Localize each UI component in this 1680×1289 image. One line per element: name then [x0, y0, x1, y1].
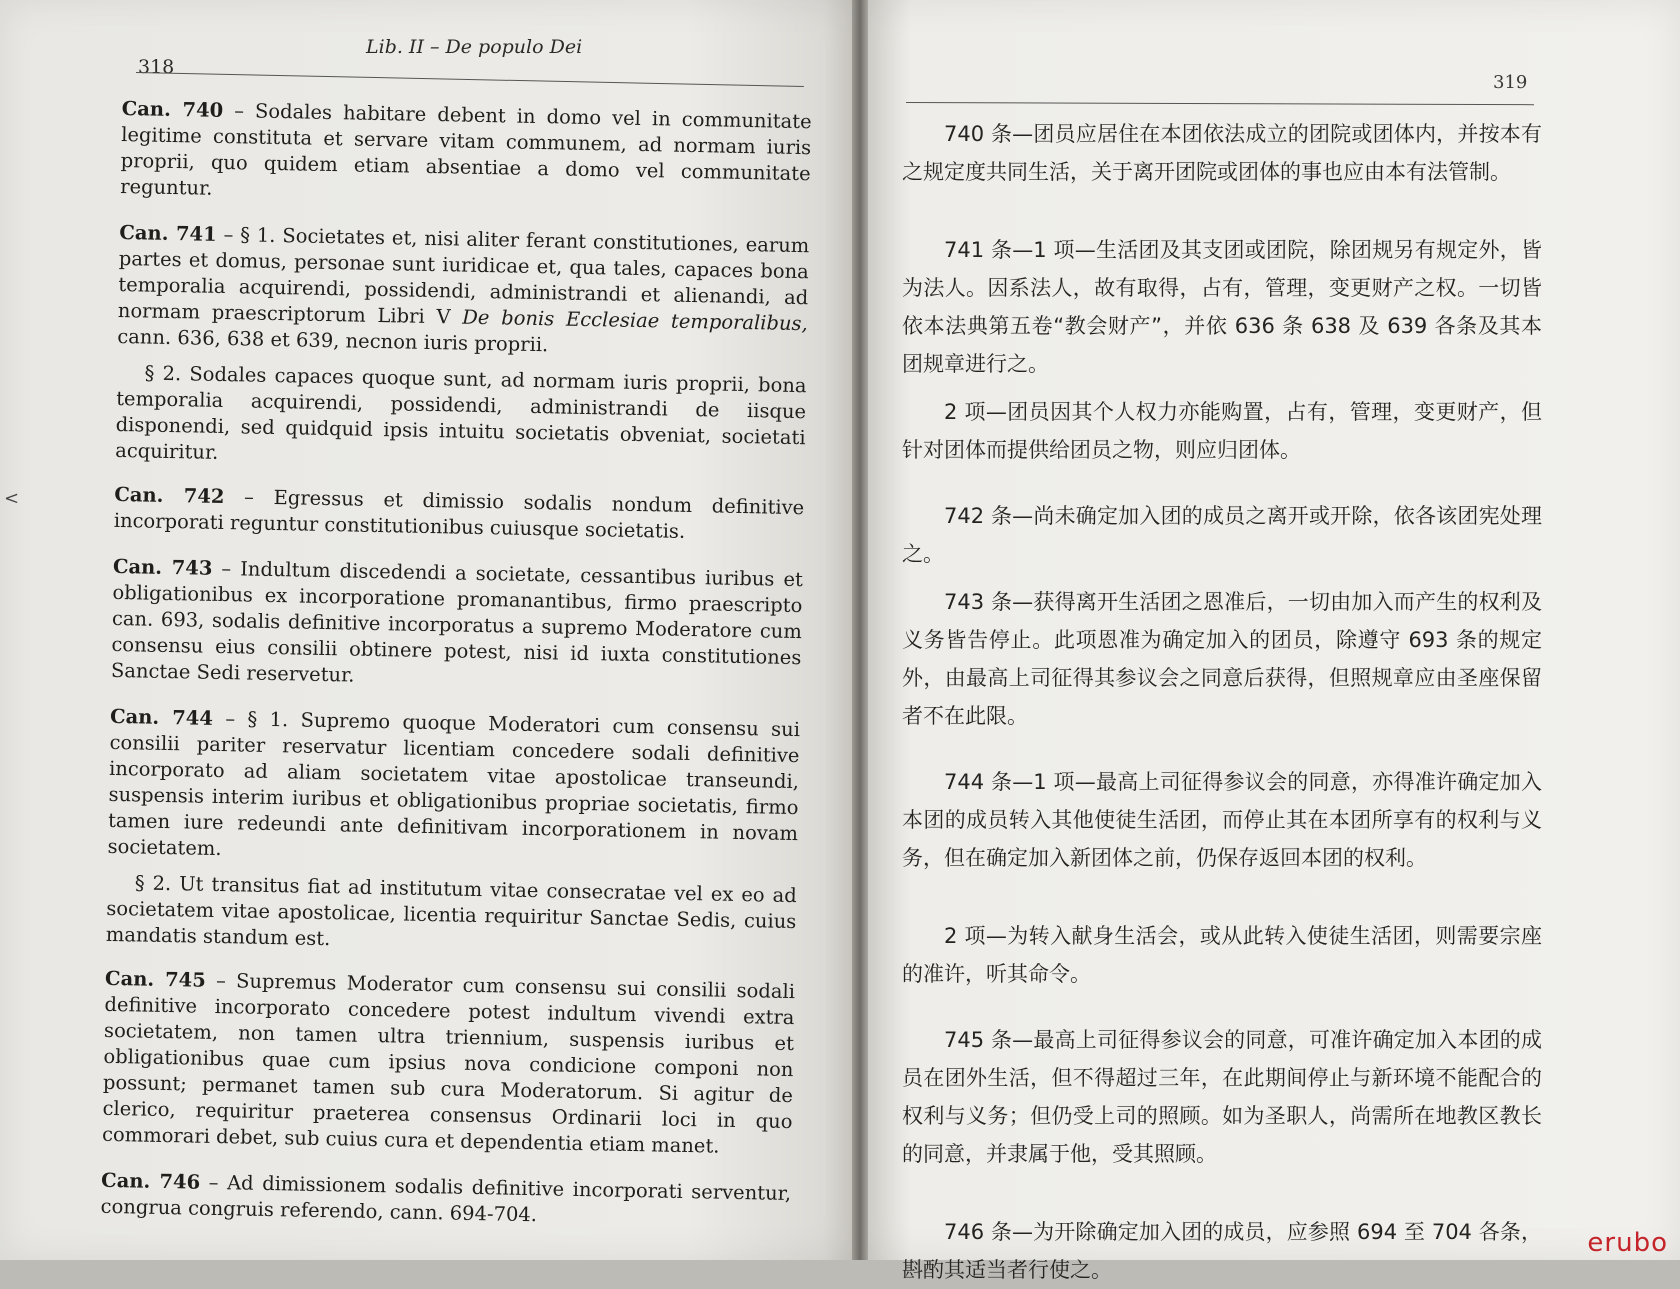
paragraph-743: 743 条—获得离开生活团之恩准后，一切由加入而产生的权利及义务皆告停止。此项恩准为确定加入的团员，除遵守 693 条的规定外，由最高上司征得其参议会之同意后获得，但照规章应由圣座保留者不在此限。 — [902, 590, 1542, 728]
canon-label: Can. 746 — [100, 1168, 201, 1194]
canon-740 — [120, 96, 812, 213]
canon-741 — [117, 220, 809, 363]
paragraph-741-2: 2 项—团员因其个人权力亦能购置，占有，管理，变更财产，但针对团体而提供给团员之物，则应归团体。 — [902, 400, 1542, 462]
latin-text-block — [100, 96, 812, 1253]
paragraph-744-2: 2 项—为转入献身生活会，或从此转入使徒生活团，则需要宗座的准许，听其命令。 — [902, 924, 1542, 986]
canon-text-tail: cann. 636, 638 et 639, necnon iuris proprii. — [117, 324, 549, 357]
canon-text: – Ad dimissionem sodalis definitive incorporati serventur, congrua congruis referendo, cann. 694-704. — [100, 1170, 792, 1227]
canon-label: Can. 740 — [121, 96, 224, 122]
canon-text: – Sodales habitare debent in domo vel in communitate legitime constituta et servare vitam communem, ad normam iuris proprii, quo quidem etiam absentiae a domo vel communitate reguntur. — [120, 98, 812, 200]
canon-label: Can. 744 — [109, 704, 214, 730]
canon-text: – Supremus Moderator cum consensu sui consilii sodali definitive incorporato concedere potest indultum vivendi extra societatem, non tamen ultra triennium, suspensis iuribus et obligationibus quae cum ipsius nova condicione componi non possunt; permanet tamen sub cura Moderatorum. Si agitur de clerico, requiritur praeterea consensus Ordinarii loci in quo commorari debet, sub cuius cura et dependentia etiam manet. — [101, 968, 796, 1158]
canon-741-para-2: § 2. Sodales capaces quoque sunt, ad normam iuris proprii, bona temporalia acquirendi, possidendi, administrandi de iisque disponendi, sed quidquid ipsis intuitu societatis obveniat, societati acquiritur. — [114, 361, 807, 464]
canon-text: – § 1. Societates et, nisi aliter ferant constitutiones, earum partes et domus, personae sunt iuridicae et, qua tales, capaces bona temporalia acquirendi, possidendi, administrandi et alienandi, ad normam praescriptorum Libri V — [117, 222, 810, 329]
canon-text: – Egressus et dimissio sodalis nondum definitive incorporati reguntur constitutionibus cuiusque societatis. — [113, 485, 805, 543]
margin-mark: < — [4, 488, 20, 509]
canon-text: – § 1. Supremo quoque Moderatori cum consensu sui consilii pariter reservatur licentiam concedere sodali definitive incorporato ad aliam societatem vitae apostolicae transeundi, suspensis interim iuribus et obligationibus propriae societatis, firmo tamen iure redeundi ante definitivam incorporationem in novam societatem. — [107, 706, 801, 861]
paragraph-740: 740 条—团员应居住在本团依法成立的团院或团体内，并按本有之规定度共同生活，关于离开团院或团体的事也应由本有法管制。 — [902, 122, 1542, 184]
canon-742 — [114, 482, 805, 547]
running-title: Lib. II – De populo Dei — [366, 36, 583, 58]
canon-text: – Indultum discedendi a societate, cessantibus iuribus et obligationibus ex incorporatione promanantibus, firmo praescripto can. 693, sodalis definitive incorporatus a supremo Moderatore cum consensu eius consilii obtinere potest, nisi id iuxta constitutiones Sanctae Sedi reservetur. — [110, 556, 804, 687]
canon-label: Can. 742 — [114, 482, 225, 509]
chinese-text-block — [902, 115, 1542, 1289]
canon-744-para-2: § 2. Ut transitus fiat ad institutum vitae consecratae vel ex eo ad societatem vitae apostolicae, licentia requiritur Sanctae Sedis, cuius mandatis standum est. — [105, 871, 797, 951]
canon-label: Can. 743 — [112, 554, 213, 580]
canon-744 — [107, 704, 800, 873]
right-page-number: 319 — [1493, 72, 1528, 93]
canon-743 — [111, 554, 803, 697]
paragraph-742: 742 条—尚未确定加入团的成员之离开或开除，依各该团宪处理之。 — [902, 504, 1542, 566]
paragraph-744-1: 744 条—1 项—最高上司征得参议会的同意，亦得准许确定加入本团的成员转入其他使徒生活团，而停止其在本团所享有的权利与义务，但在确定加入新团体之前，仍保存返回本团的权利。 — [902, 770, 1542, 870]
canon-746 — [100, 1168, 791, 1233]
left-page-number: 318 — [138, 56, 175, 78]
canon-label: Can. 745 — [104, 966, 206, 992]
book-gutter — [852, 0, 868, 1260]
paragraph-746: 746 条—为开除确定加入团的成员，应参照 694 至 704 各条，斟酌其适当者行使之。 — [902, 1220, 1542, 1282]
canon-italic-title: De bonis Ecclesiae temporalibus, — [462, 305, 808, 336]
canon-label: Can. 741 — [119, 220, 217, 246]
watermark: erubo — [1587, 1228, 1668, 1258]
canon-745 — [102, 966, 795, 1161]
paragraph-741-1: 741 条—1 项—生活团及其支团或团院，除团规另有规定外，皆为法人。因系法人，故有取得，占有，管理，变更财产之权。一切皆依本法典第五卷“教会财产”，并依 636 条 638 及 639 各条及其本团规章进行之。 — [902, 238, 1542, 376]
paragraph-745: 745 条—最高上司征得参议会的同意，可准许确定加入本团的成员在团外生活，但不得超过三年，在此期间停止与新环境不能配合的权利与义务；但仍受上司的照顾。如为圣职人，尚需所在地教区教长的同意，并隶属于他，受其照顾。 — [902, 1028, 1542, 1166]
